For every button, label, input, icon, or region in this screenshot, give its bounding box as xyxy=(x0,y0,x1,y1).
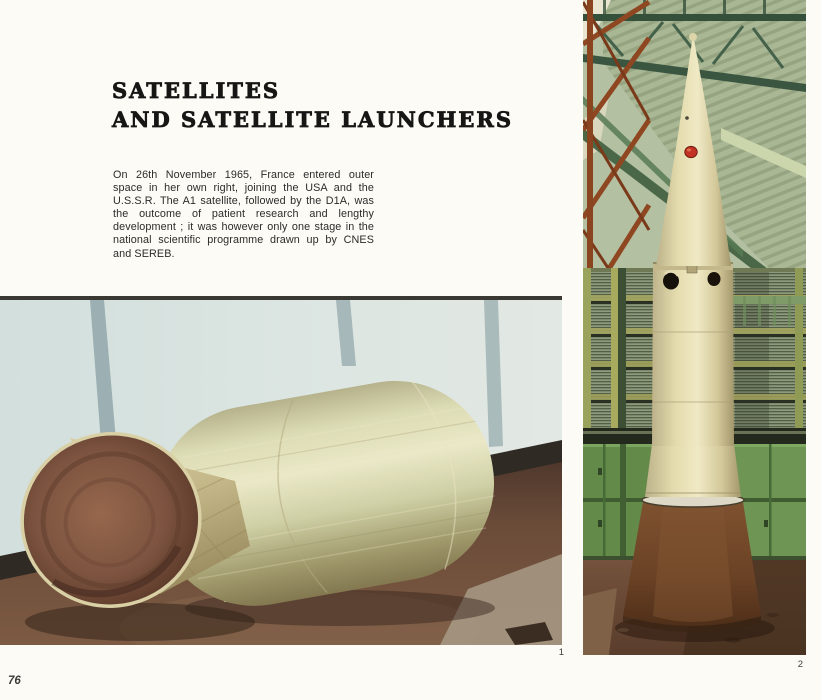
skirt xyxy=(645,444,741,497)
figure-1-caption: 1 xyxy=(558,647,564,658)
red-marker xyxy=(685,146,697,157)
title-line-2: AND SATELLITE LAUNCHERS xyxy=(112,107,514,132)
figure-launcher-photo xyxy=(583,0,806,670)
photo1-top-edge xyxy=(0,296,562,300)
figure-2-caption: 2 xyxy=(797,659,803,670)
access-port xyxy=(708,272,721,286)
engine-stage-photo-svg xyxy=(0,296,562,645)
page-number: 76 xyxy=(8,675,21,687)
page-title xyxy=(112,76,513,134)
figure-engine-stage-photo xyxy=(0,296,564,658)
lower-stage xyxy=(652,266,734,446)
intro-paragraph: On 26th November 1965, France entered outer space in her own right, joining the USA and the U.S.S.R. The A1 satellite, followed by the D1A, was the outcome of patient research and lengthy development ; it was however only one stage in the national scientific programme drawn up by CNES and SEREB. xyxy=(113,169,374,260)
title-line-1: SATELLITES xyxy=(112,78,281,103)
launcher-photo-svg xyxy=(583,0,806,655)
